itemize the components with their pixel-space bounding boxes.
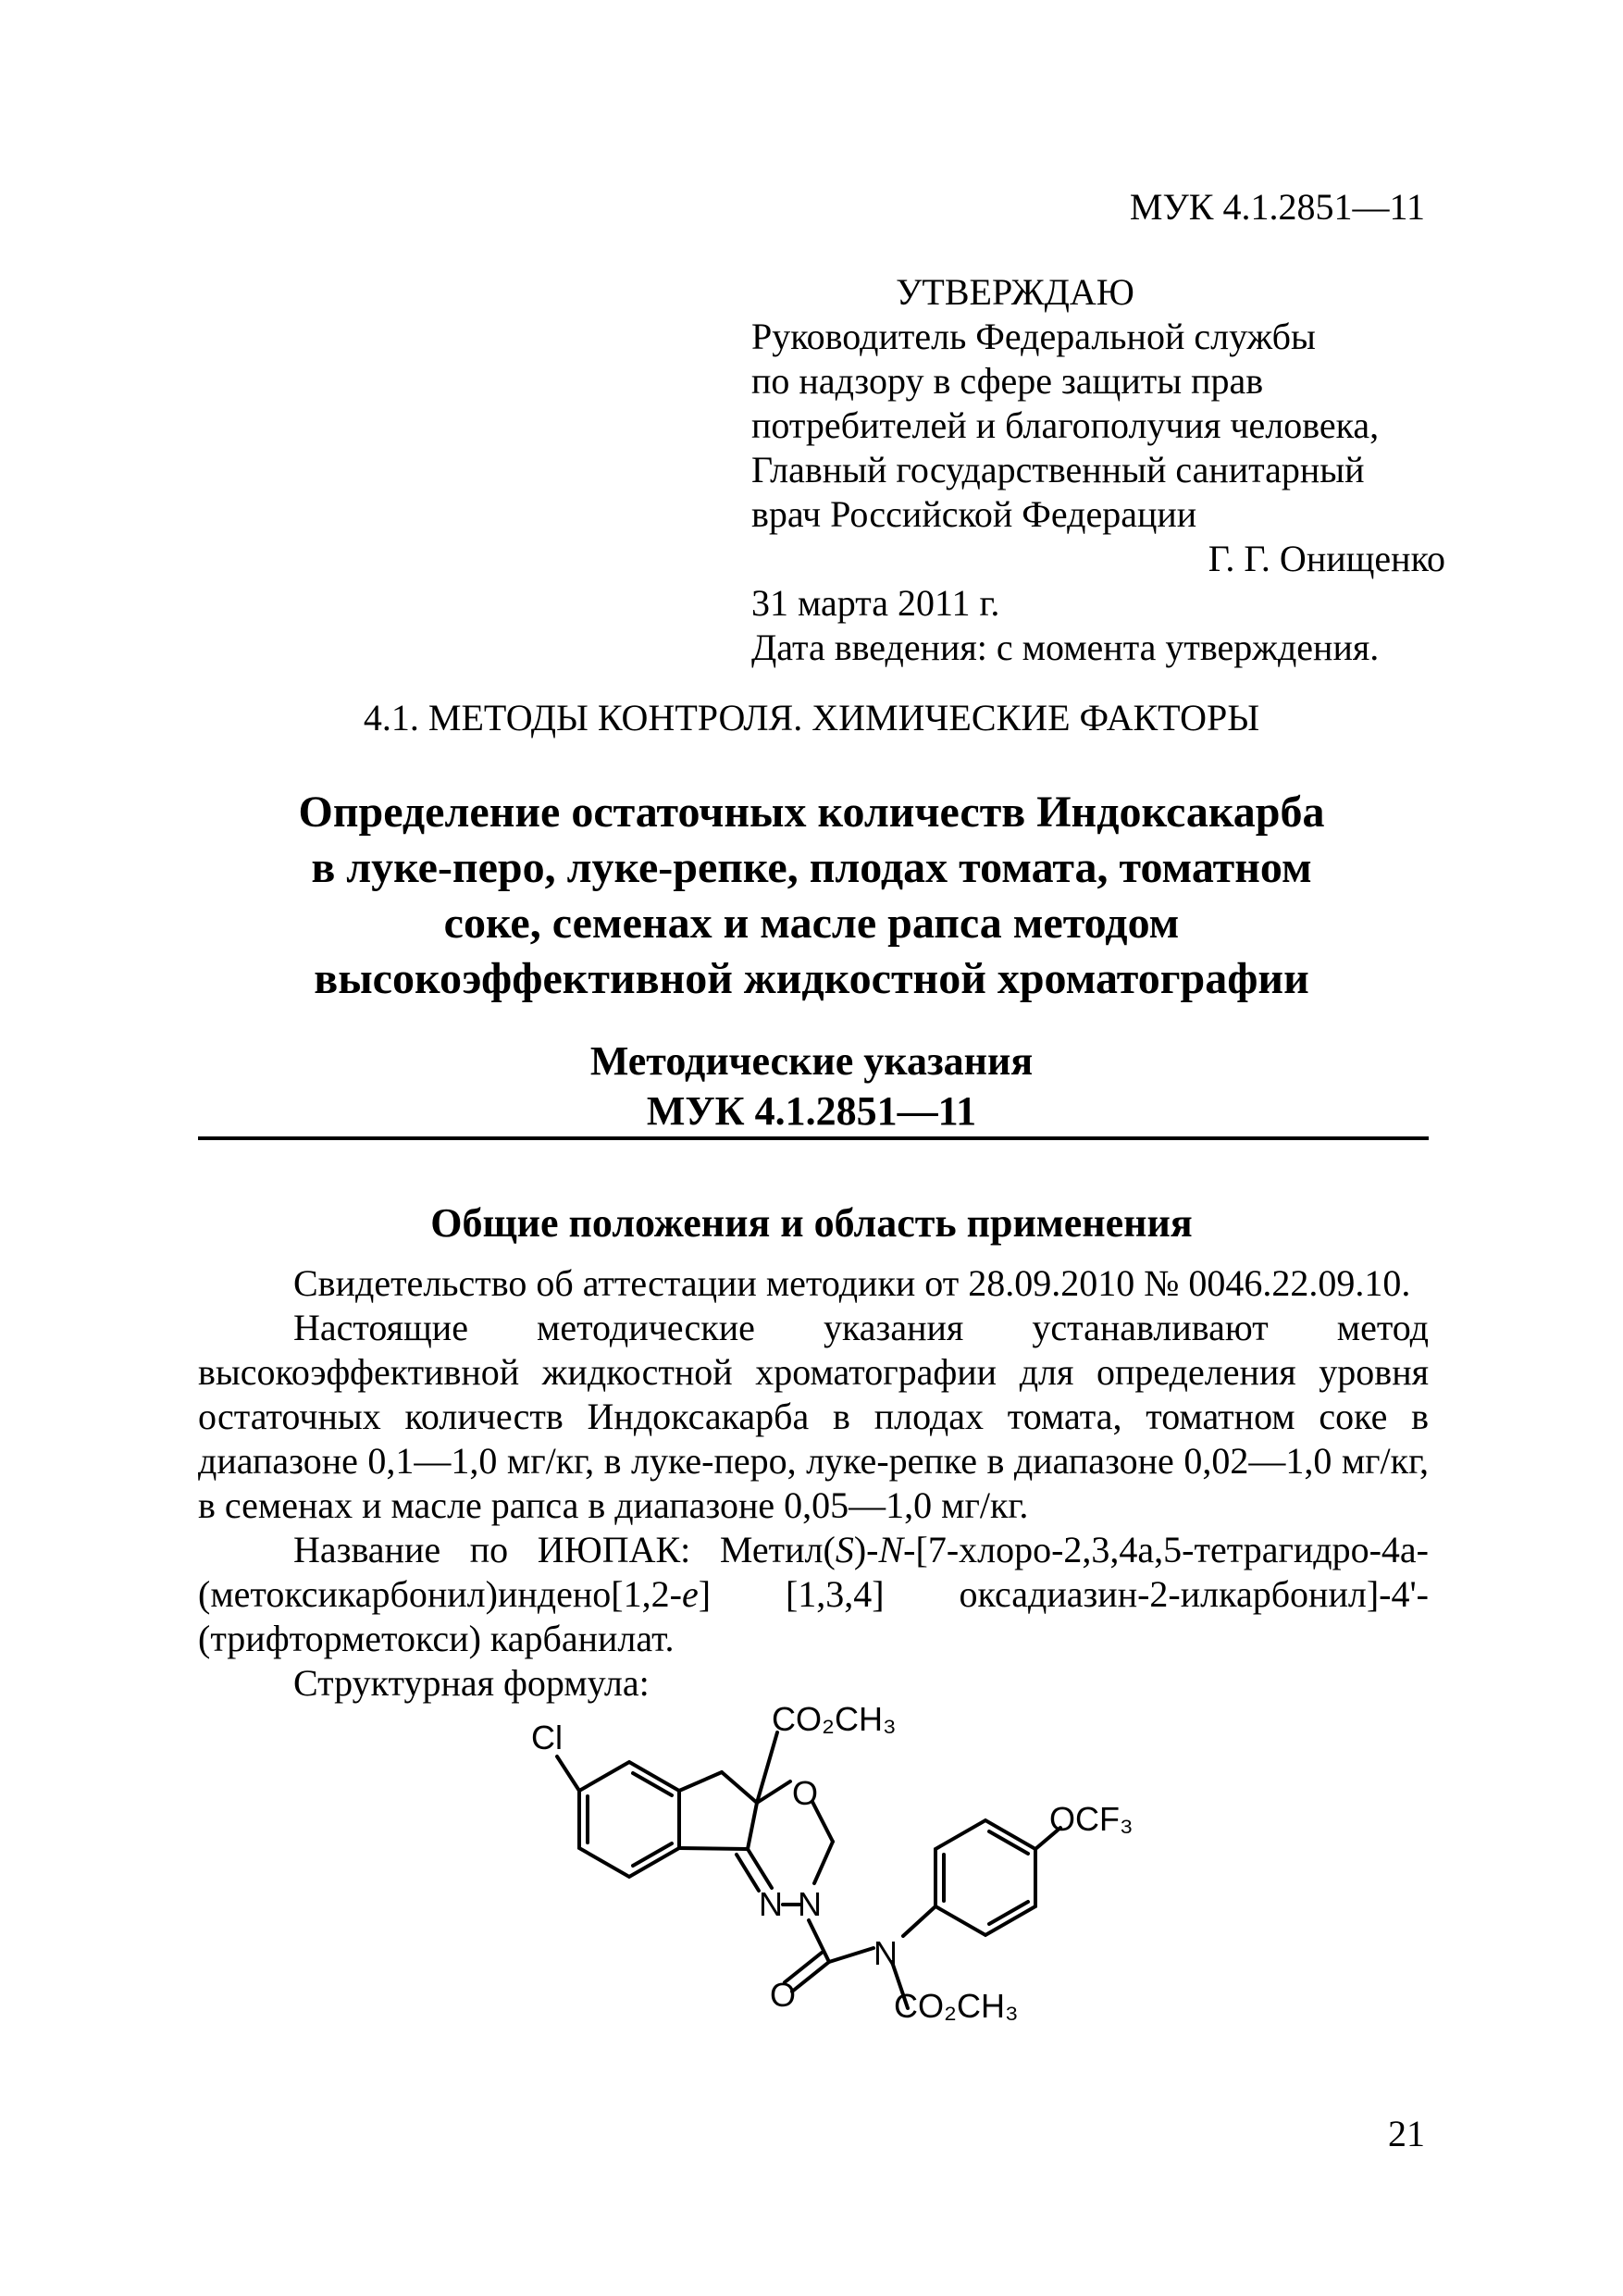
approval-line: Руководитель Федеральной службы (751, 316, 1316, 357)
approval-line: Главный государственный санитарный (751, 449, 1365, 490)
amide-nitrogen-atom: N (873, 1934, 898, 1972)
approval-line: по надзору в сфере защиты прав (751, 360, 1264, 402)
body-text (198, 1261, 1429, 1706)
title-line: соке, семенах и масле рапса методом (443, 899, 1180, 948)
approval-block (751, 270, 1445, 670)
subtitle-code: МУК 4.1.2851—11 (646, 1088, 977, 1134)
benzene-ring-left (579, 1762, 679, 1877)
approval-line: потребителей и благополучия человека, (751, 404, 1380, 446)
iupac-part: -[7-хлоро-2,3,4а,5-тетрагидро-4а-(метоксикарбонил)индено[1,2- (198, 1529, 1430, 1615)
ring-bond (748, 1803, 757, 1849)
benzene-ring-right (935, 1820, 1035, 1935)
certificate-paragraph: Свидетельство об аттестации методики от 28.09.2010 № 0046.22.09.10. (293, 1262, 1411, 1304)
ester-group-bottom: CO₂CH₃ (894, 1987, 1019, 2025)
document-code: МУК 4.1.2851—11 (1129, 186, 1425, 228)
iupac-part: )- (853, 1529, 879, 1570)
subtitle-type: Методические указания (589, 1038, 1034, 1084)
ring-bond (679, 1848, 748, 1849)
ring-bond (679, 1772, 722, 1791)
section-heading: 4.1. МЕТОДЫ КОНТРОЛЯ. ХИМИЧЕСКИЕ ФАКТОРЫ (363, 697, 1260, 738)
trifluoromethoxy-group: OCF₃ (1049, 1800, 1134, 1838)
document-subtitle (185, 1036, 1438, 1136)
horizontal-rule (198, 1136, 1429, 1140)
carbonyl-double-bond (792, 1962, 829, 1992)
title-line: Определение остаточных количеств Индоксакарба (298, 788, 1325, 837)
approval-line: врач Российской Федерации (751, 493, 1197, 535)
iupac-label: Название по ИЮПАК: (293, 1529, 691, 1570)
iupac-part: ] [1,3,4] оксадиазин-2-илкарбонил]-4'-(трифторметокси) карбанилат. (198, 1573, 1429, 1659)
ring-nitrogen-atom: N (798, 1885, 822, 1923)
approval-label: УТВЕРЖДАЮ (896, 271, 1134, 313)
effective-date: Дата введения: с момента утверждения. (751, 627, 1380, 668)
approval-date: 31 марта 2011 г. (751, 582, 1000, 624)
iupac-part: Метил( (719, 1529, 836, 1570)
iupac-italic: S (835, 1529, 854, 1570)
aryl-bond (903, 1906, 935, 1936)
iupac-italic: e (681, 1573, 699, 1615)
signatory: Г. Г. Онищенко (1208, 538, 1445, 579)
chlorine-atom: Cl (531, 1719, 563, 1756)
page-number: 21 (1388, 2113, 1425, 2154)
imine-nitrogen-atom: N (759, 1885, 783, 1923)
structural-formula (514, 1694, 1134, 2025)
title-line: в луке-перо, луке-репке, плодах томата, томатном (311, 843, 1312, 892)
iupac-paragraph (198, 1528, 1429, 1661)
ring-bond (722, 1772, 757, 1803)
scope-paragraph: Настоящие методические указания устанавливают метод высокоэффективной жидкостной хроматографии для определения уровня остаточных количеств Индоксакарба в плодах томата, томатном соке в диапазоне 0,1—1,0 мг/кг, в луке-перо, луке-репке в диапазоне 0,02—1,0 мг/кг, в семенах и масле рапса в диапазоне 0,05—1,0 мг/кг. (198, 1307, 1429, 1526)
title-line: высокоэффективной жидкостной хроматографии (314, 954, 1309, 1003)
general-heading: Общие положения и область применения (430, 1200, 1193, 1246)
ring-oxygen-atom: O (792, 1774, 819, 1812)
ester-group-top: CO₂CH₃ (772, 1700, 897, 1738)
document-title (185, 785, 1438, 1007)
iupac-italic: N (878, 1529, 904, 1570)
imine-double-bond (748, 1849, 772, 1888)
formula-label: Структурная формула: (293, 1662, 650, 1704)
carbonyl-oxygen-atom: O (770, 1976, 797, 2014)
amide-bond (829, 1948, 873, 1962)
chloro-bond (557, 1756, 579, 1791)
ring-bond (814, 1842, 833, 1883)
